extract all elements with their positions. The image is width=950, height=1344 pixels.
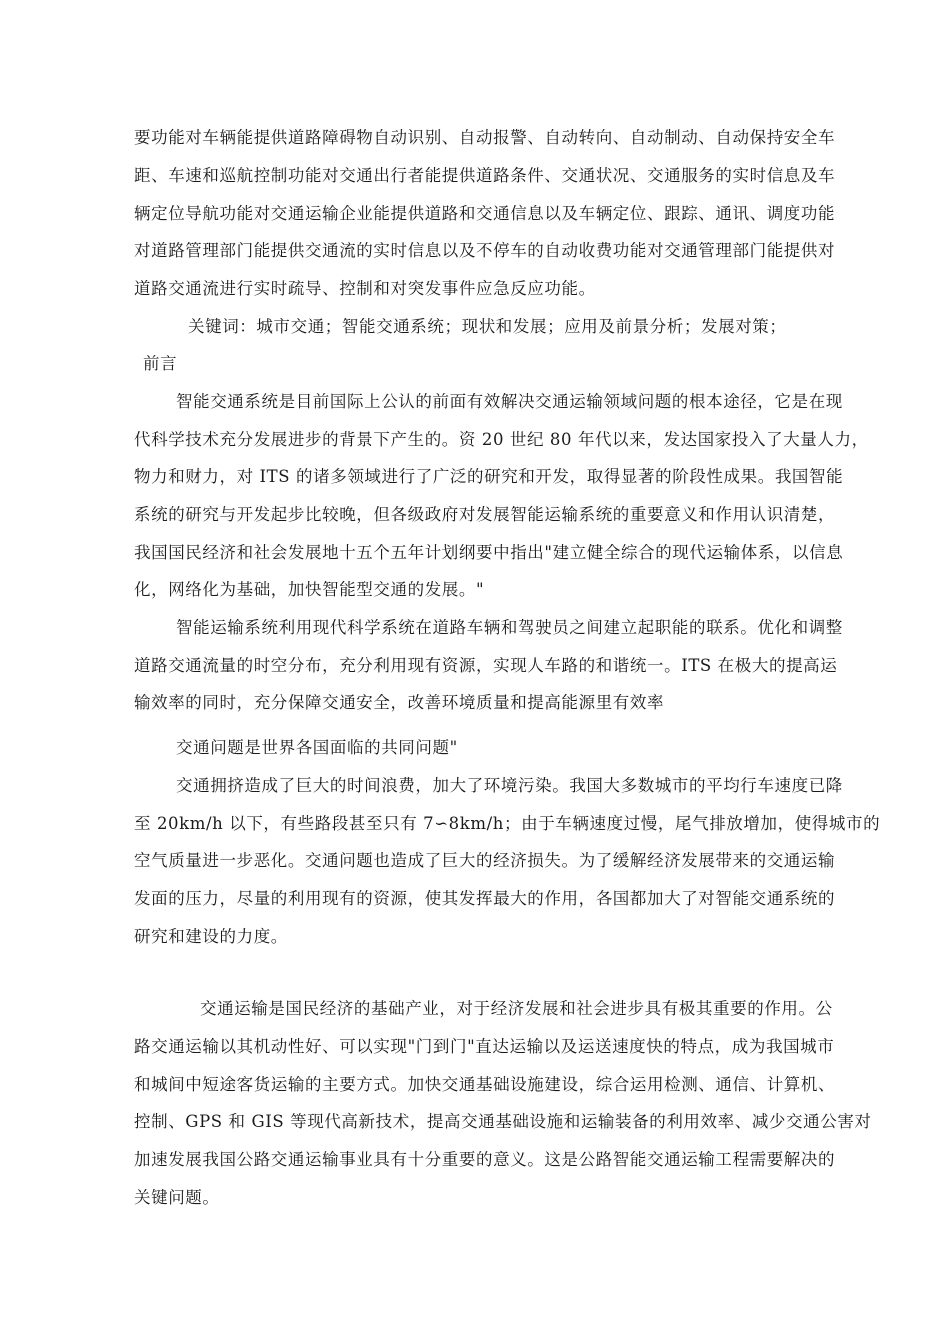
abstract-line: 对道路管理部门能提供交通流的实时信息以及不停车的自动收费功能对交通管理部门能提供对 [134, 241, 836, 260]
abstract-line: 要功能对车辆能提供道路障碍物自动识别、自动报警、自动转向、自动制动、自动保持安全车 [134, 128, 836, 147]
paragraph-line: 至 20km/h 以下，有些路段甚至只有 7∽8km/h；由于车辆速度过慢，尾气排放增加，使得城市的 [134, 814, 881, 833]
paragraph-line: 控制、GPS 和 GIS 等现代高新技术，提高交通基础设施和运输装备的利用效率、减少交通公害对 [134, 1112, 872, 1131]
paragraph-line: 研究和建设的力度。 [134, 927, 288, 946]
preface-heading: 前言 [143, 354, 178, 373]
keywords-line: 关键词：城市交通；智能交通系统；现状和发展；应用及前景分析；发展对策； [188, 317, 787, 336]
paragraph-line: 和城间中短途客货运输的主要方式。加快交通基础设施建设，综合运用检测、通信、计算机、 [134, 1075, 836, 1094]
paragraph-line: 路交通运输以其机动性好、可以实现"门到门"直达运输以及运送速度快的特点，成为我国城市 [134, 1037, 835, 1056]
paragraph-line: 系统的研究与开发起步比较晚，但各级政府对发展智能运输系统的重要意义和作用认识清楚， [134, 505, 836, 524]
paragraph-line: 化，网络化为基础，加快智能型交通的发展。" [134, 580, 485, 599]
subheading: 交通问题是世界各国面临的共同问题" [176, 738, 458, 757]
paragraph-line: 发面的压力，尽量的利用现有的资源，使其发挥最大的作用，各国都加大了对智能交通系统的 [134, 889, 836, 908]
abstract-line: 辆定位导航功能对交通运输企业能提供道路和交通信息以及车辆定位、跟踪、通讯、调度功能 [134, 204, 836, 223]
abstract-line: 道路交通流进行实时疏导、控制和对突发事件应急反应功能。 [134, 279, 596, 298]
paragraph-line: 加速发展我国公路交通运输事业具有十分重要的意义。这是公路智能交通运输工程需要解决的 [134, 1150, 836, 1169]
paragraph-line: 代科学技术充分发展进步的背景下产生的。资 20 世纪 80 年代以来，发达国家投入了大量人力， [134, 430, 869, 449]
paragraph-line: 智能运输系统利用现代科学系统在道路车辆和驾驶员之间建立起职能的联系。优化和调整 [176, 618, 843, 637]
paragraph-line: 智能交通系统是目前国际上公认的前面有效解决交通运输领域问题的根本途径，它是在现 [176, 392, 843, 411]
paragraph-line: 物力和财力，对 ITS 的诸多领域进行了广泛的研究和开发，取得显著的阶段性成果。我国智能 [134, 467, 844, 486]
paragraph-line: 空气质量进一步恶化。交通问题也造成了巨大的经济损失。为了缓解经济发展带来的交通运输 [134, 851, 836, 870]
paragraph-line: 道路交通流量的时空分布，充分利用现有资源，实现人车路的和谐统一。ITS 在极大的提高运 [134, 656, 838, 675]
abstract-line: 距、车速和巡航控制功能对交通出行者能提供道路条件、交通状况、交通服务的实时信息及车 [134, 166, 836, 185]
paragraph-line: 输效率的同时，充分保障交通安全，改善环境质量和提高能源里有效率 [134, 693, 665, 712]
paragraph-line: 我国国民经济和社会发展地十五个五年计划纲要中指出"建立健全综合的现代运输体系，以信息 [134, 543, 844, 562]
paragraph-line: 关键问题。 [134, 1188, 220, 1207]
paragraph-line: 交通拥挤造成了巨大的时间浪费，加大了环境污染。我国大多数城市的平均行车速度已降 [176, 776, 843, 795]
paragraph-line: 交通运输是国民经济的基础产业，对于经济发展和社会进步具有极其重要的作用。公 [200, 999, 833, 1018]
